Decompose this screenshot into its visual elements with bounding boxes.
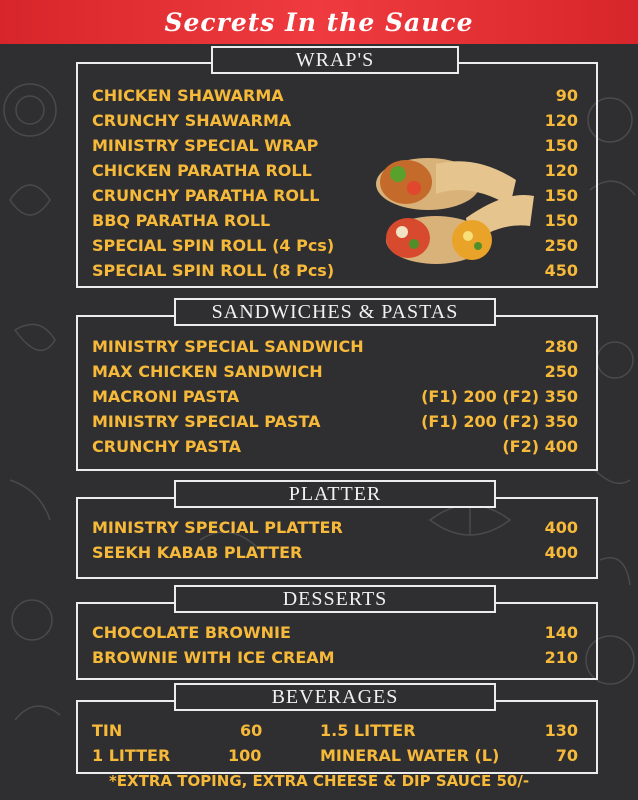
item-price: 150 <box>544 211 578 230</box>
item-name: BBQ PARATHA ROLL <box>92 211 271 230</box>
item-price: 400 <box>544 518 578 537</box>
menu-item-row <box>92 234 578 258</box>
item-name: CHICKEN PARATHA ROLL <box>92 161 312 180</box>
item-price: 280 <box>544 337 578 356</box>
item-name: CRUNCHY SHAWARMA <box>92 111 292 130</box>
menu-item-row <box>92 184 578 208</box>
item-name: CHICKEN SHAWARMA <box>92 86 284 105</box>
desserts-section-title: DESSERTS <box>174 585 496 613</box>
item-price: 120 <box>544 161 578 180</box>
menu-item-row <box>92 335 578 359</box>
menu-item-row <box>92 109 578 133</box>
item-price: (F1) 200 (F2) 350 <box>421 412 578 431</box>
item-name: MINISTRY SPECIAL PLATTER <box>92 518 343 537</box>
item-price: 450 <box>544 261 578 280</box>
item-price: 100 <box>228 746 262 765</box>
menu-item-row <box>92 84 578 108</box>
item-price: 70 <box>555 746 578 765</box>
item-name: SEEKH KABAB PLATTER <box>92 543 303 562</box>
menu-item-row <box>92 385 578 409</box>
menu-item-row <box>92 621 578 645</box>
item-price: 250 <box>544 362 578 381</box>
item-name: 1.5 LITTER <box>320 721 416 740</box>
item-name: CHOCOLATE BROWNIE <box>92 623 291 642</box>
item-price: 150 <box>544 186 578 205</box>
menu-item-row <box>92 646 578 670</box>
item-name: CRUNCHY PARATHA ROLL <box>92 186 320 205</box>
item-name: MINISTRY SPECIAL SANDWICH <box>92 337 364 356</box>
item-price: 130 <box>544 721 578 740</box>
menu-item-row <box>92 435 578 459</box>
item-price: 210 <box>544 648 578 667</box>
item-name: MINISTRY SPECIAL PASTA <box>92 412 321 431</box>
item-name: BROWNIE WITH ICE CREAM <box>92 648 335 667</box>
item-name: TIN <box>92 721 123 740</box>
extras-note: *EXTRA TOPING, EXTRA CHEESE & DIP SAUCE 50/- <box>108 772 530 790</box>
wraps-section-title: WRAP'S <box>211 46 459 74</box>
beverage-row <box>92 744 578 768</box>
header-banner <box>0 0 638 44</box>
item-price: 120 <box>544 111 578 130</box>
menu-item-row <box>92 541 578 565</box>
item-price: 400 <box>544 543 578 562</box>
item-price: 90 <box>555 86 578 105</box>
item-name: MINISTRY SPECIAL WRAP <box>92 136 319 155</box>
item-name: SPECIAL SPIN ROLL (8 Pcs) <box>92 261 335 280</box>
item-name: 1 LITTER <box>92 746 171 765</box>
menu-item-row <box>92 259 578 283</box>
item-name: MINERAL WATER (L) <box>320 746 500 765</box>
beverages-section-title: BEVERAGES <box>174 683 496 711</box>
item-price: (F1) 200 (F2) 350 <box>421 387 578 406</box>
menu-item-row <box>92 360 578 384</box>
sandwiches-section-title: SANDWICHES & PASTAS <box>174 298 496 326</box>
menu-item-row <box>92 134 578 158</box>
menu-item-row <box>92 209 578 233</box>
item-price: (F2) 400 <box>502 437 578 456</box>
item-price: 250 <box>544 236 578 255</box>
item-price: 150 <box>544 136 578 155</box>
beverage-row <box>92 719 578 743</box>
menu-title: Secrets In the Sauce <box>164 7 474 37</box>
item-price: 140 <box>544 623 578 642</box>
item-name: MAX CHICKEN SANDWICH <box>92 362 323 381</box>
menu-item-row <box>92 516 578 540</box>
item-name: CRUNCHY PASTA <box>92 437 241 456</box>
item-price: 60 <box>240 721 263 740</box>
item-name: MACRONI PASTA <box>92 387 240 406</box>
menu-item-row <box>92 159 578 183</box>
menu-item-row <box>92 410 578 434</box>
platter-section-title: PLATTER <box>174 480 496 508</box>
item-name: SPECIAL SPIN ROLL (4 Pcs) <box>92 236 335 255</box>
